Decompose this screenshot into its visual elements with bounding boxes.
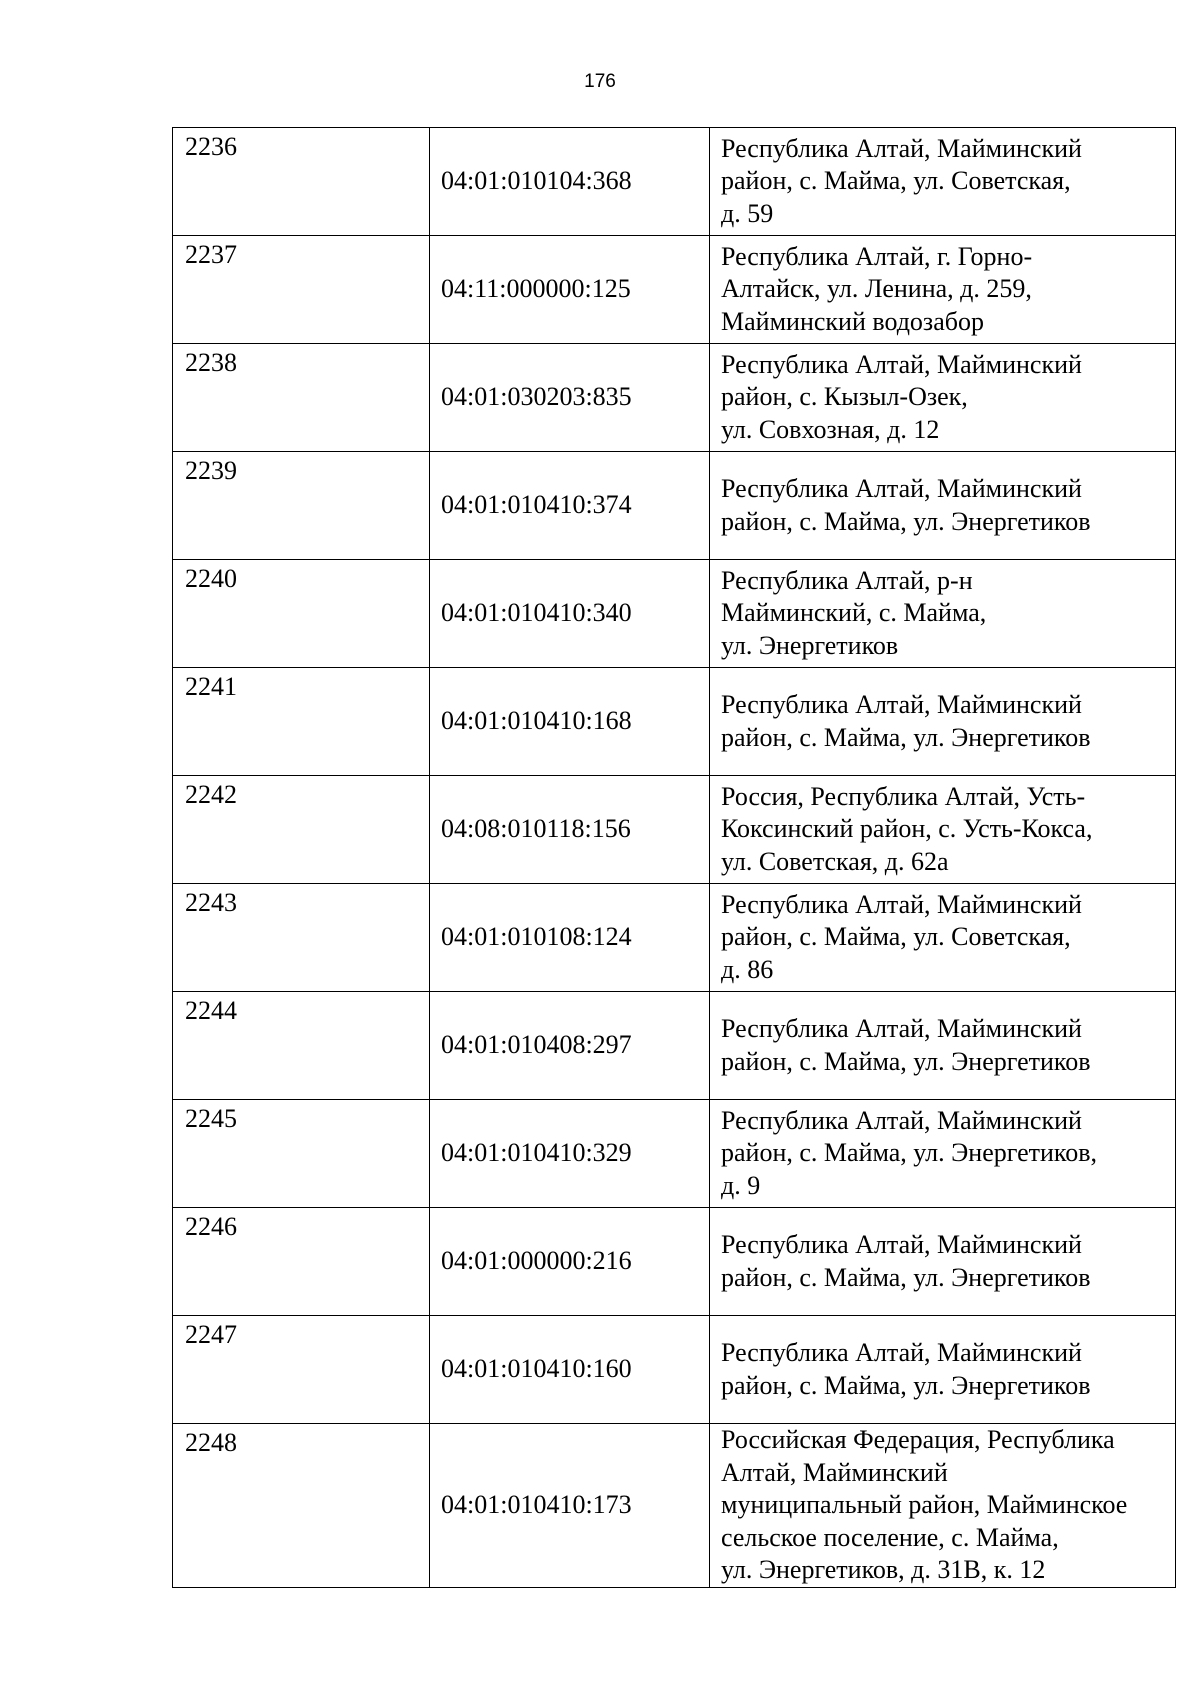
cadastral-number-cell: 04:01:010410:329 — [430, 1100, 710, 1208]
table-row — [173, 1208, 1176, 1316]
address-line: район, с. Майма, ул. Энергетиков — [721, 722, 1091, 752]
address-line: ул. Энергетиков, д. 31В, к. 12 — [721, 1555, 1046, 1585]
address-line: муниципальный район, Майминское — [721, 1490, 1128, 1520]
address-cell — [710, 452, 1176, 560]
address-cell — [710, 884, 1176, 992]
table-row — [173, 884, 1176, 992]
cadastral-number-cell: 04:01:030203:835 — [430, 344, 710, 452]
address-line: район, с. Майма, ул. Энергетиков — [721, 1370, 1091, 1400]
address-cell — [710, 560, 1176, 668]
address-line: район, с. Майма, ул. Энергетиков — [721, 1046, 1091, 1076]
address-line: Республика Алтай, г. Горно- — [721, 241, 1033, 271]
address-line: д. 9 — [721, 1170, 761, 1200]
address-line: Республика Алтай, Майминский — [721, 889, 1082, 919]
row-number-cell: 2244 — [173, 992, 430, 1100]
address-line: д. 86 — [721, 954, 774, 984]
table-row — [173, 128, 1176, 236]
table-row — [173, 236, 1176, 344]
row-number-cell: 2240 — [173, 560, 430, 668]
registry-table-body — [173, 128, 1176, 1588]
address-line: Республика Алтай, р-н — [721, 565, 973, 595]
row-number-cell: 2248 — [173, 1424, 430, 1588]
row-number-cell: 2246 — [173, 1208, 430, 1316]
address-cell — [710, 668, 1176, 776]
table-row — [173, 452, 1176, 560]
cadastral-number-cell: 04:01:010410:374 — [430, 452, 710, 560]
cadastral-number-cell: 04:01:010410:340 — [430, 560, 710, 668]
table-row — [173, 1424, 1176, 1588]
table-row — [173, 776, 1176, 884]
address-line: ул. Советская, д. 62а — [721, 846, 949, 876]
address-line: ул. Совхозная, д. 12 — [721, 414, 940, 444]
address-line: район, с. Майма, ул. Энергетиков — [721, 1262, 1091, 1292]
cadastral-number-cell: 04:01:010410:173 — [430, 1424, 710, 1588]
address-cell — [710, 776, 1176, 884]
row-number-cell: 2243 — [173, 884, 430, 992]
address-line: Республика Алтай, Майминский — [721, 133, 1082, 163]
address-line: район, с. Кызыл-Озек, — [721, 382, 968, 412]
address-cell — [710, 344, 1176, 452]
address-line: Россия, Республика Алтай, Усть- — [721, 781, 1086, 811]
property-registry-table — [172, 127, 1176, 1588]
cadastral-number-cell: 04:08:010118:156 — [430, 776, 710, 884]
cadastral-number-cell: 04:01:010108:124 — [430, 884, 710, 992]
table-row — [173, 344, 1176, 452]
cadastral-number-cell: 04:01:010104:368 — [430, 128, 710, 236]
cadastral-number-cell: 04:01:010408:297 — [430, 992, 710, 1100]
cadastral-number-cell: 04:11:000000:125 — [430, 236, 710, 344]
address-line: Алтай, Майминский — [721, 1457, 948, 1487]
table-row — [173, 668, 1176, 776]
address-cell — [710, 1424, 1176, 1588]
table-row — [173, 560, 1176, 668]
row-number-cell: 2237 — [173, 236, 430, 344]
address-line: Республика Алтай, Майминский — [721, 474, 1082, 503]
address-line: Республика Алтай, Майминский — [721, 1338, 1082, 1367]
address-cell — [710, 1316, 1176, 1424]
address-line: сельское поселение, с. Майма, — [721, 1522, 1059, 1552]
address-cell — [710, 128, 1176, 236]
address-line: Республика Алтай, Майминский — [721, 1014, 1082, 1043]
cadastral-number-cell: 04:01:000000:216 — [430, 1208, 710, 1316]
cadastral-number-cell: 04:01:010410:160 — [430, 1316, 710, 1424]
address-line: район, с. Майма, ул. Энергетиков, — [721, 1138, 1097, 1168]
address-line: район, с. Майма, ул. Советская, — [721, 166, 1071, 196]
row-number-cell: 2238 — [173, 344, 430, 452]
address-line: Майминский водозабор — [721, 306, 984, 336]
address-cell — [710, 236, 1176, 344]
address-line: Республика Алтай, Майминский — [721, 690, 1082, 719]
address-cell — [710, 1208, 1176, 1316]
address-line: д. 59 — [721, 198, 774, 228]
address-line: ул. Энергетиков — [721, 630, 899, 660]
address-line: район, с. Майма, ул. Энергетиков — [721, 506, 1091, 536]
row-number-cell: 2242 — [173, 776, 430, 884]
address-line: Коксинский район, с. Усть-Кокса, — [721, 814, 1093, 844]
address-line: Республика Алтай, Майминский — [721, 349, 1082, 379]
address-line: Майминский, с. Майма, — [721, 598, 987, 628]
address-line: Алтайск, ул. Ленина, д. 259, — [721, 274, 1032, 304]
table-row — [173, 1316, 1176, 1424]
row-number-cell: 2245 — [173, 1100, 430, 1208]
page-number: 176 — [584, 71, 616, 92]
table-row — [173, 1100, 1176, 1208]
row-number-cell: 2241 — [173, 668, 430, 776]
address-cell — [710, 992, 1176, 1100]
row-number-cell: 2247 — [173, 1316, 430, 1424]
address-line: район, с. Майма, ул. Советская, — [721, 922, 1071, 952]
address-line: Республика Алтай, Майминский — [721, 1105, 1082, 1135]
row-number-cell: 2236 — [173, 128, 430, 236]
address-cell — [710, 1100, 1176, 1208]
address-line: Республика Алтай, Майминский — [721, 1230, 1082, 1259]
table-row — [173, 992, 1176, 1100]
row-number-cell: 2239 — [173, 452, 430, 560]
address-line: Российская Федерация, Республика — [721, 1425, 1115, 1455]
cadastral-number-cell: 04:01:010410:168 — [430, 668, 710, 776]
